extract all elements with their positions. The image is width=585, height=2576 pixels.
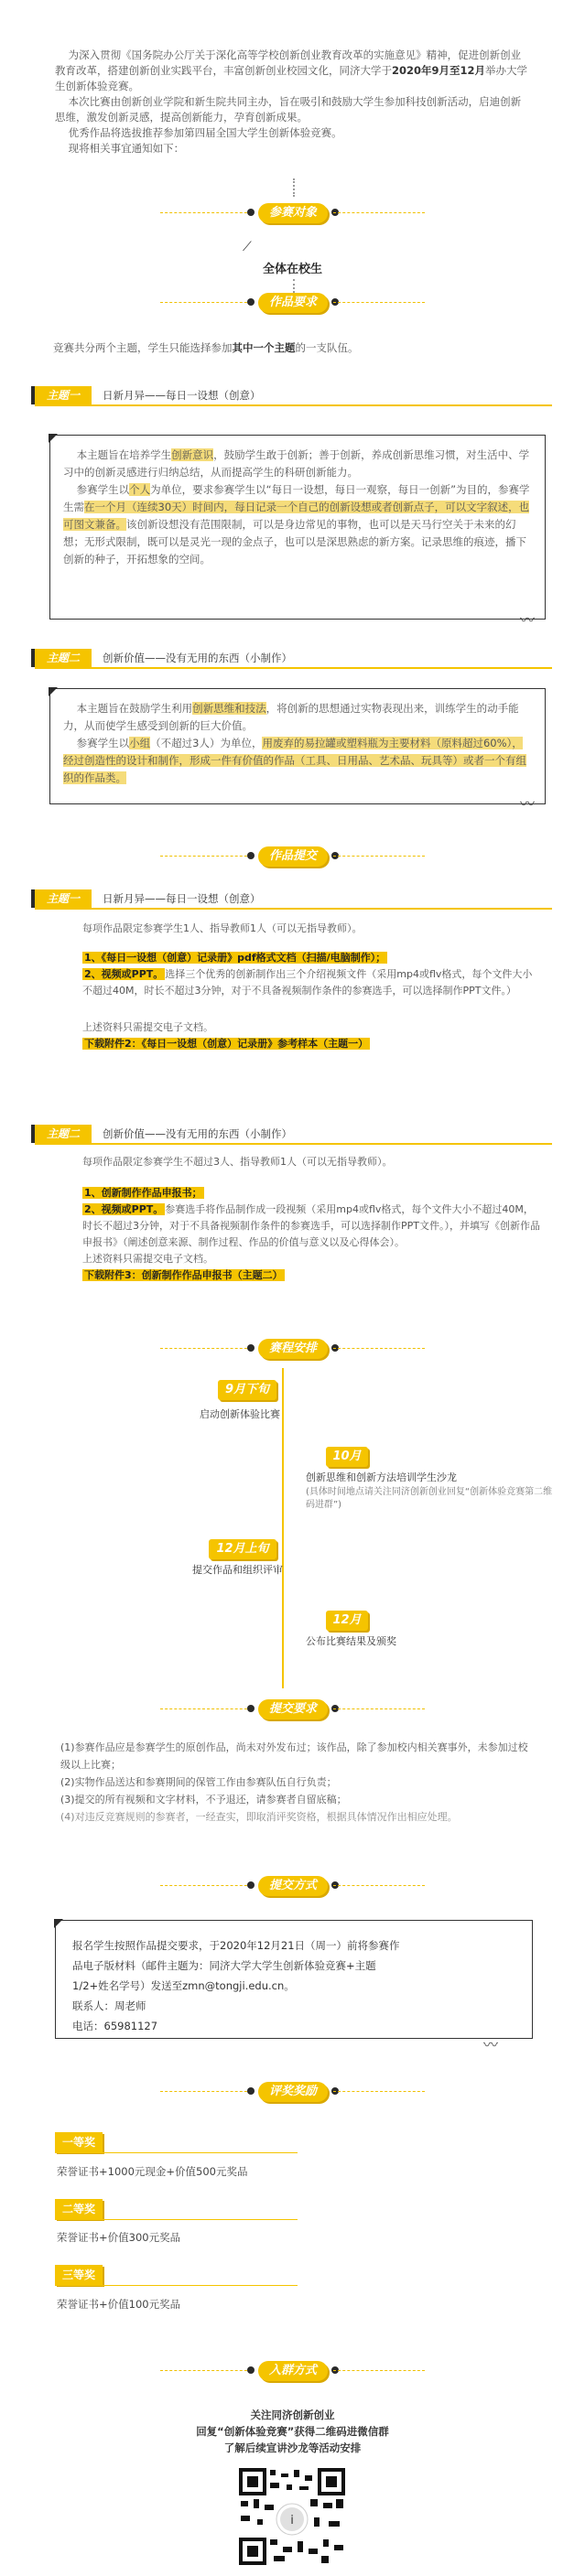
- wave-icon: 〰: [520, 611, 534, 629]
- wave-icon: 〰: [483, 2036, 497, 2053]
- submit1-body: 每项作品限定参赛学生1人、指导教师1人（可以无指导教师）。 1、《每日一设想（创意）记录册》pdf格式文档（扫描/电脑制作）； 2、视频或PPT。 选择三个优秀的创新制作出三个介绍视频文件（采用mp4或flv格式，每个文件大小不超过40M，时长不超过3分钟，对于不具备视频制作条件的参赛选手，可以选择制作PPT文件。） 上述资料只需提交电子文档。 下载附件2：《每日一设想（创意）记录册》参考样本（主题一）: [82, 922, 533, 1050]
- schedule-date-3: 12月上旬: [209, 1539, 276, 1559]
- submit2-body: 每项作品限定参赛学生不超过3人、指导教师1人（可以无指导教师）。 1、创新制作作品申报书； 2、视频或PPT。 参赛选手将作品制作成一段视频（采用mp4或flv格式，每个文件大小不超过40M，时长不超过3分钟，对于不具备视频制作条件的参赛选手，可以选择制作PPT文件。），并填写《创新作品申报书》（阐述创意来源、制作过程、作品的价值与意义以及心得体会）。 上述资料只需提交电子文档。 下载附件3：创新制作作品申报书（主题二）: [82, 1156, 540, 1281]
- divider: [293, 178, 295, 197]
- submit1-title: 日新月异——每日一设想（创意）: [103, 892, 261, 905]
- schedule-text-2: 创新思维和创新方法培训学生沙龙: [306, 1471, 457, 1483]
- timeline-line: [282, 1368, 284, 1688]
- award-third-tag: 三等奖: [55, 2265, 103, 2285]
- award-divider: [55, 2219, 298, 2220]
- submit1-header: [35, 888, 552, 910]
- section-header-requirements: 作品要求: [0, 293, 585, 313]
- schedule-text-4: 公布比赛结果及颁奖: [306, 1635, 396, 1647]
- award-divider: [55, 2152, 298, 2153]
- target-value: 全体在校生: [262, 263, 322, 276]
- award-divider: [55, 2285, 298, 2286]
- divider: [293, 279, 295, 293]
- requirements-intro: 竞赛共分两个主题，学生只能选择参加其中一个主题的一支队伍。: [53, 341, 359, 354]
- contact-box: 报名学生按照作品提交要求，于2020年12月21日（周一）前将参赛作 品电子版材料（邮件主题为：同济大学大学生创新体验竞赛+主题 1/2+姓名学号）发送至zmn@tongji.edu.cn。 联系人：周老师 电话：65981127: [55, 1920, 533, 2039]
- submit2-header: [35, 1123, 552, 1145]
- award-first-tag: 一等奖: [55, 2132, 103, 2152]
- svg-text:i: i: [290, 2514, 294, 2527]
- section-header-notes: 提交要求: [0, 1699, 585, 1719]
- notes-list: (1)参赛作品应是参赛学生的原创作品，尚未对外发布过；该作品，除了参加校内相关赛事外，未参加过校级以上比赛； (2)实物作品送达和参赛期间的保管工作由参赛队伍自行负责； (3)提交的所有视频和文字材料，不予退还，请参赛者自留底稿； (4)对违反竞赛规则的参赛者，一经查实，即取消评奖资格，根据具体情况作出相应处理。: [60, 1741, 528, 1823]
- submit2-title: 创新价值——没有无用的东西（小制作）: [103, 1127, 292, 1140]
- qr-code: [237, 2466, 347, 2567]
- topic2-title: 创新价值——没有无用的东西（小制作）: [103, 652, 292, 664]
- intro-text: 为深入贯彻《国务院办公厅关于深化高等学校创新创业教育改革的实施意见》精神，促进创新创业教育改革，搭建创新创业实践平台，丰富创新创业校园文化，同济大学于2020年9月至12月举办大学生创新体验竞赛。 本次比赛由创新创业学院和新生院共同主办，旨在吸引和鼓励大学生参加科技创新活动，启迪创新思维，激发创新灵感，提高创新能力，孕育创新成果。 优秀作品将选拔推荐参加第四届全国大学生创新体验竞赛。 现将相关事宜通知如下：: [55, 49, 528, 155]
- schedule-date-1: 9月下旬: [218, 1380, 276, 1400]
- award-first-text: 荣誉证书+1000元现金+价值500元奖品: [57, 2165, 248, 2178]
- topic2-header: [35, 647, 552, 669]
- schedule-text-1: 启动创新体验比赛: [200, 1408, 280, 1420]
- award-third-text: 荣誉证书+价值100元奖品: [57, 2298, 181, 2311]
- topic1-header: [35, 384, 552, 406]
- wave-icon: 〰: [520, 795, 534, 813]
- section-header-contact: 提交方式: [0, 1876, 585, 1896]
- section-header-schedule: 赛程安排: [0, 1339, 585, 1359]
- schedule-sub-2: (具体时间地点请关注同济创新创业回复“创新体验竞赛第二维码进群”): [306, 1487, 553, 1510]
- footer-text: 关注同济创新创业 回复“创新体验竞赛”获得二维码进微信群 了解后续宣讲沙龙等活动安排: [196, 2409, 389, 2454]
- topic1-box: 本主题旨在培养学生创新意识，鼓励学生敢于创新；善于创新，养成创新思维习惯，对生活中、学习中的创新灵感进行归纳总结，从而提高学生的科研创新能力。 参赛学生以个人为单位，要求参赛学生以“每日一设想，每日一观察，每日一创新”为目的，参赛学生需在一个月（连续30天）时间内，每日记录一个自己的创新设想或者创新点子，可以文字叙述，也可图文兼备。该创新设想没有范围限制，可以是身边常见的事物，也可以是天马行空关于未来的幻想；无形式限制，既可以是灵光一现的金点子，也可以是深思熟虑的新方案。记录思维的痕迹，播下创新的种子，开拓想象的空间。: [49, 435, 546, 620]
- section-header-target: 参赛对象: [0, 203, 585, 223]
- schedule-text-3: 提交作品和组织评审: [192, 1564, 283, 1576]
- topic2-box: 本主题旨在鼓励学生利用创新思维和技法，将创新的思想通过实物表现出来，训练学生的动手能力，从而使学生感受到创新的巨大价值。 参赛学生以小组（不超过3人）为单位，用废弃的易拉罐或塑料瓶为主要材料（原料超过60%），经过创造性的设计和制作，形成一件有价值的作品（工具、日用品、艺术品、玩具等）或者一个有组织的作品类。: [49, 688, 546, 804]
- section-header-submission: 作品提交: [0, 846, 585, 867]
- topic1-title: 日新月异——每日一设想（创意）: [103, 389, 261, 402]
- submit1-download-link[interactable]: 下载附件2：《每日一设想（创意）记录册》参考样本（主题一）: [84, 1038, 369, 1050]
- award-second-tag: 二等奖: [55, 2199, 103, 2219]
- schedule-date-4: 12月: [326, 1611, 368, 1631]
- topic1-tag: 主题一: [35, 386, 92, 404]
- schedule-date-2: 10月: [326, 1447, 368, 1467]
- sparkle-icon: ⟋: [243, 240, 252, 254]
- submit2-download-link[interactable]: 下载附件3：创新制作作品申报书（主题二）: [84, 1269, 283, 1281]
- award-second-text: 荣誉证书+价值300元奖品: [57, 2231, 181, 2244]
- submit1-tag: 主题一: [35, 889, 92, 908]
- topic2-tag: 主题二: [35, 649, 92, 667]
- section-header-join: 入群方式: [0, 2361, 585, 2381]
- section-header-awards: 评奖奖励: [0, 2082, 585, 2102]
- submit2-tag: 主题二: [35, 1125, 92, 1143]
